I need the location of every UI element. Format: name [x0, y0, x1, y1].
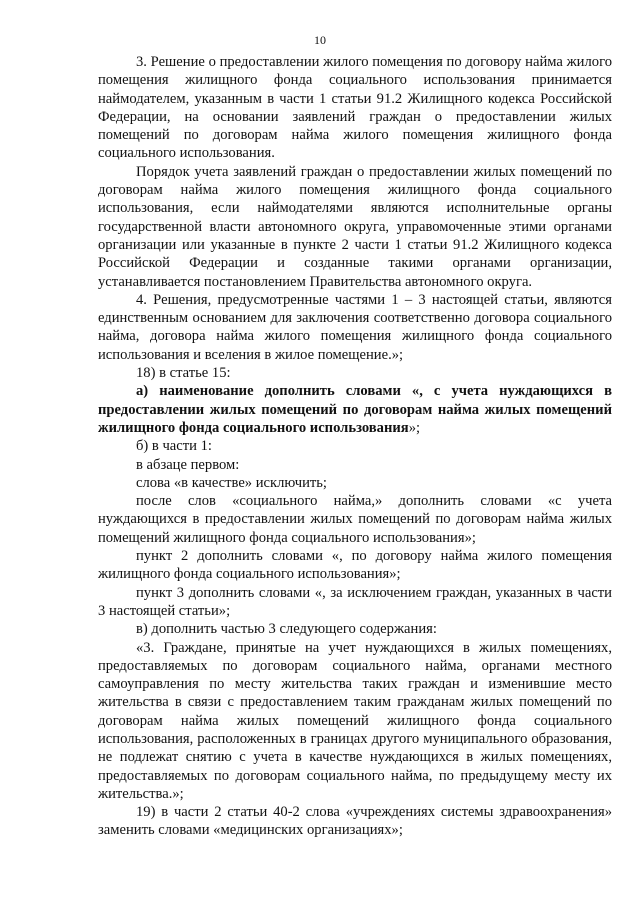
paragraph-item-18-a-text: а) наименование дополнить словами «, с учета нуждающихся в предоставлении жилых помещений по договорам найма жилых помещений жилищного фонда социального использования [98, 383, 612, 436]
paragraph-item-18-b: б) в части 1: [136, 438, 212, 455]
paragraph-clause-2: пункт 2 дополнить словами «, по договору найма жилого помещения жилищного фонда социального использования»; [98, 548, 612, 583]
paragraph-item-18-c: в) дополнить частью 3 следующего содержания: [136, 621, 437, 638]
paragraph-clause-3: пункт 3 дополнить словами «, за исключением граждан, указанных в части 3 настоящей статьи»; [98, 584, 612, 619]
document-body [98, 53, 612, 840]
paragraph-after-words: после слов «социального найма,» дополнить словами «с учета нуждающихся в предоставлении жилых помещений по договорам найма жилых помещений жилищного фонда социального использования»; [98, 493, 612, 546]
paragraph-first-indent: в абзаце первом: [136, 456, 240, 473]
paragraph-registration-procedure: Порядок учета заявлений граждан о предоставлении жилых помещений по договорам найма жилого помещения жилищного фонда социального использования, если наймодателями являются исполнительные органы государственной власти автономного округа, управомоченные этими органами организации или указанные в пункте 2 части 1 статьи 91.2 Жилищного кодекса Российской Федерации и созданные такими органами организации, устанавливается постановлением Правительства автономного округа. [98, 163, 612, 290]
paragraph-decisions-part-4: 4. Решения, предусмотренные частями 1 – 3 настоящей статьи, являются единственным основанием для заключения соответственно договора социального найма, договора найма жилого помещения жилищного фонда социального использования и вселения в жилое помещение.»; [98, 291, 612, 363]
paragraph-decision-part-3: 3. Решение о предоставлении жилого помещения по договору найма жилого помещения жилищного фонда социального использования принимается наймодателем, указанным в части 1 статьи 91.2 Жилищного кодекса Российской Федерации, на основании заявлений граждан о предоставлении жилых помещений по договорам найма жилого помещения жилищного фонда социального использования. [98, 54, 612, 162]
paragraph-item-18: 18) в статье 15: [136, 365, 231, 382]
paragraph-words-excluded: слова «в качестве» исключить; [136, 474, 327, 491]
paragraph-item-18-a-ending: »; [408, 419, 421, 436]
paragraph-part-3-citizens: «3. Граждане, принятые на учет нуждающихся в жилых помещениях, предоставляемых по договорам социального найма, органами местного самоуправления по месту жительства таких граждан и изменившие место жительства в связи с предоставлением таким гражданам жилых помещений по договорам найма жилых помещений жилищного фонда социального использования, расположенных в границах другого муниципального образования, не подлежат снятию с учета в качестве нуждающихся в жилых помещениях, предоставляемых по договорам социального найма, по предыдущему месту их жительства.»; [98, 639, 612, 802]
page-number: 10 [314, 33, 326, 47]
paragraph-item-19: 19) в части 2 статьи 40-2 слова «учреждениях системы здравоохранения» заменить словами «медицинских организациях»; [98, 804, 612, 839]
paragraph-item-18-a [98, 382, 612, 437]
